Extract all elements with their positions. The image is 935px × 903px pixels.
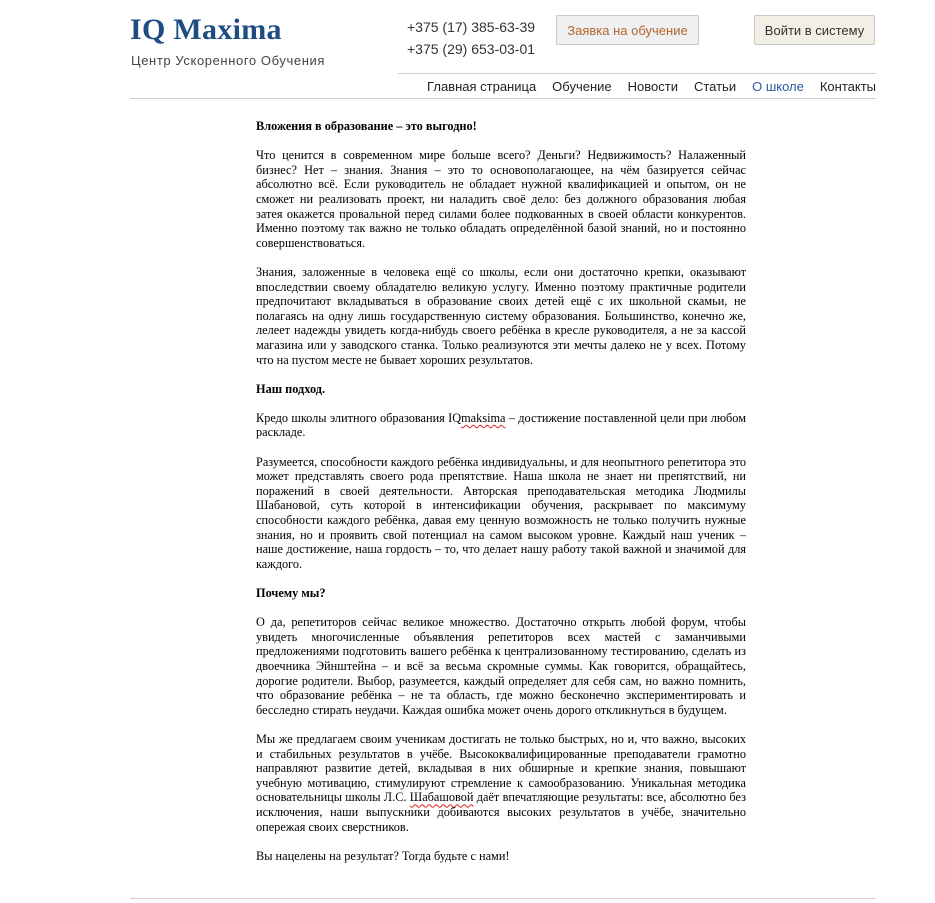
nav-item-news[interactable]: Новости	[627, 79, 678, 94]
nav-divider-top	[398, 73, 876, 74]
nav-item-contacts[interactable]: Контакты	[819, 79, 876, 94]
phone-block	[407, 16, 535, 60]
text-segment: Мы же предлагаем своим ученикам достигать не только быстрых, но и, что важно, высоких и стабильных результатов в учёбе. Высококвалифицированные преподаватели грамотно направляют развитие детей, вкладывая в них обширные и крепкие знания, повышают учебную мотивацию, стимулируют стремление к самообразованию. Уникальная методика основательницы школы Л.С.	[256, 731, 746, 805]
nav-item-education[interactable]: Обучение	[552, 79, 612, 94]
text-segment: Кредо школы элитного образования IQ	[256, 410, 462, 425]
article-paragraph	[256, 411, 746, 440]
article-paragraph: Разумеется, способности каждого ребёнка индивидуальны, и для неопытного репетитора это может представлять своего рода препятствие. Наша школа не знает ни препятствий, ни поражений в своей деятельности. Авторская преподавательская методика Людмилы Шабановой, суть которой в интенсификации обучения, раскрывает по максимуму способности каждого ребёнка, давая ему ценную возможность не только получить нужные знания, но и проявить свой потенциал на самом высоком уровне. Каждый наш ученик – наше достижение, наша гордость – то, что делает нашу работу такой важной и значимой для каждого.	[256, 454, 746, 571]
article-heading-investment: Вложения в образование – это выгодно!	[256, 119, 477, 133]
apply-button[interactable]: Заявка на обучение	[556, 15, 699, 45]
phone-1: +375 (17) 385-63-39	[407, 19, 536, 35]
nav-item-home[interactable]: Главная страница	[427, 79, 537, 94]
nav-item-about[interactable]: О школе	[752, 79, 804, 94]
nav-divider-bottom	[130, 98, 876, 99]
article-paragraph: Знания, заложенные в человека ещё со школы, если они достаточно крепки, оказывают впоследствии своему обладателю великую услугу. Именно поэтому практичные родители предпочитают вкладываться в образование своих детей ещё с их школьной скамьи, не полагаясь на одну лишь государственную систему образования. Большинство, конечно же, лелеет надежды увидеть когда-нибудь своего ребёнка в кресле руководителя, а не за кассой магазина или у заводского станка. Только реализуются эти мечты далеко не у всех. Потому что на пустом месте не бывает хороших результатов.	[256, 264, 746, 367]
login-button[interactable]: Войти в систему	[754, 15, 875, 45]
misspelled-word: Шабашовой	[409, 790, 474, 805]
nav-item-articles[interactable]: Статьи	[693, 79, 737, 94]
footer-divider	[130, 898, 876, 899]
article-content	[256, 119, 746, 878]
phone-2: +375 (29) 653-03-01	[407, 41, 536, 57]
main-nav	[411, 79, 876, 94]
article-paragraph-closing: Вы нацелены на результат? Тогда будьте с нами!	[256, 848, 510, 863]
article-paragraph: О да, репетиторов сейчас великое множество. Достаточно открыть любой форум, чтобы увидеть многочисленные объявления репетиторов всех мастей с заманчивыми предложениями подготовить вашего ребёнка к централизованному тестированию, сделать из двоечника Эйнштейна – и всё за весьма скромные суммы. Как говорится, обращайтесь, дорогие родители. Выбор, разумеется, каждый определяет для себя сам, но важно помнить, что образование ребёнка – не та область, где можно бесконечно экспериментировать и бесследно стирать неудачи. Каждая ошибка может очень дорого откликнуться в будущем.	[256, 615, 746, 717]
article-paragraph: Что ценится в современном мире больше всего? Деньги? Недвижимость? Налаженный бизнес? Нет – знания. Знания – это то основополагающее, на чём базируется сейчас абсолютно всё. Если руководитель не обладает нужной квалификацией и опытом, он не сможет ни реализовать проект, ни наладить своё дело: без должного образования любая затея окажется провальной перед силами более подкованных в своей области конкурентов. Именно поэтому так важно не только обладать определённой базой знаний, но и постоянно совершенствоваться.	[256, 148, 746, 250]
misspelled-word: maksima	[461, 410, 506, 425]
logo-title[interactable]: IQ Maxima	[130, 13, 282, 46]
article-paragraph	[256, 732, 746, 834]
text-segment: – достижение поставленной цели при любом раскладе.	[256, 410, 747, 440]
logo-subtitle: Центр Ускоренного Обучения	[131, 53, 325, 68]
article-heading-why-us: Почему мы?	[256, 586, 326, 600]
text-segment: даёт впечатляющие результаты: все, абсолютно без исключения, наши выпускники добиваются высоких результатов в учёбе, значительно опережая своих сверстников.	[256, 790, 746, 834]
article-heading-approach: Наш подход.	[256, 381, 326, 396]
